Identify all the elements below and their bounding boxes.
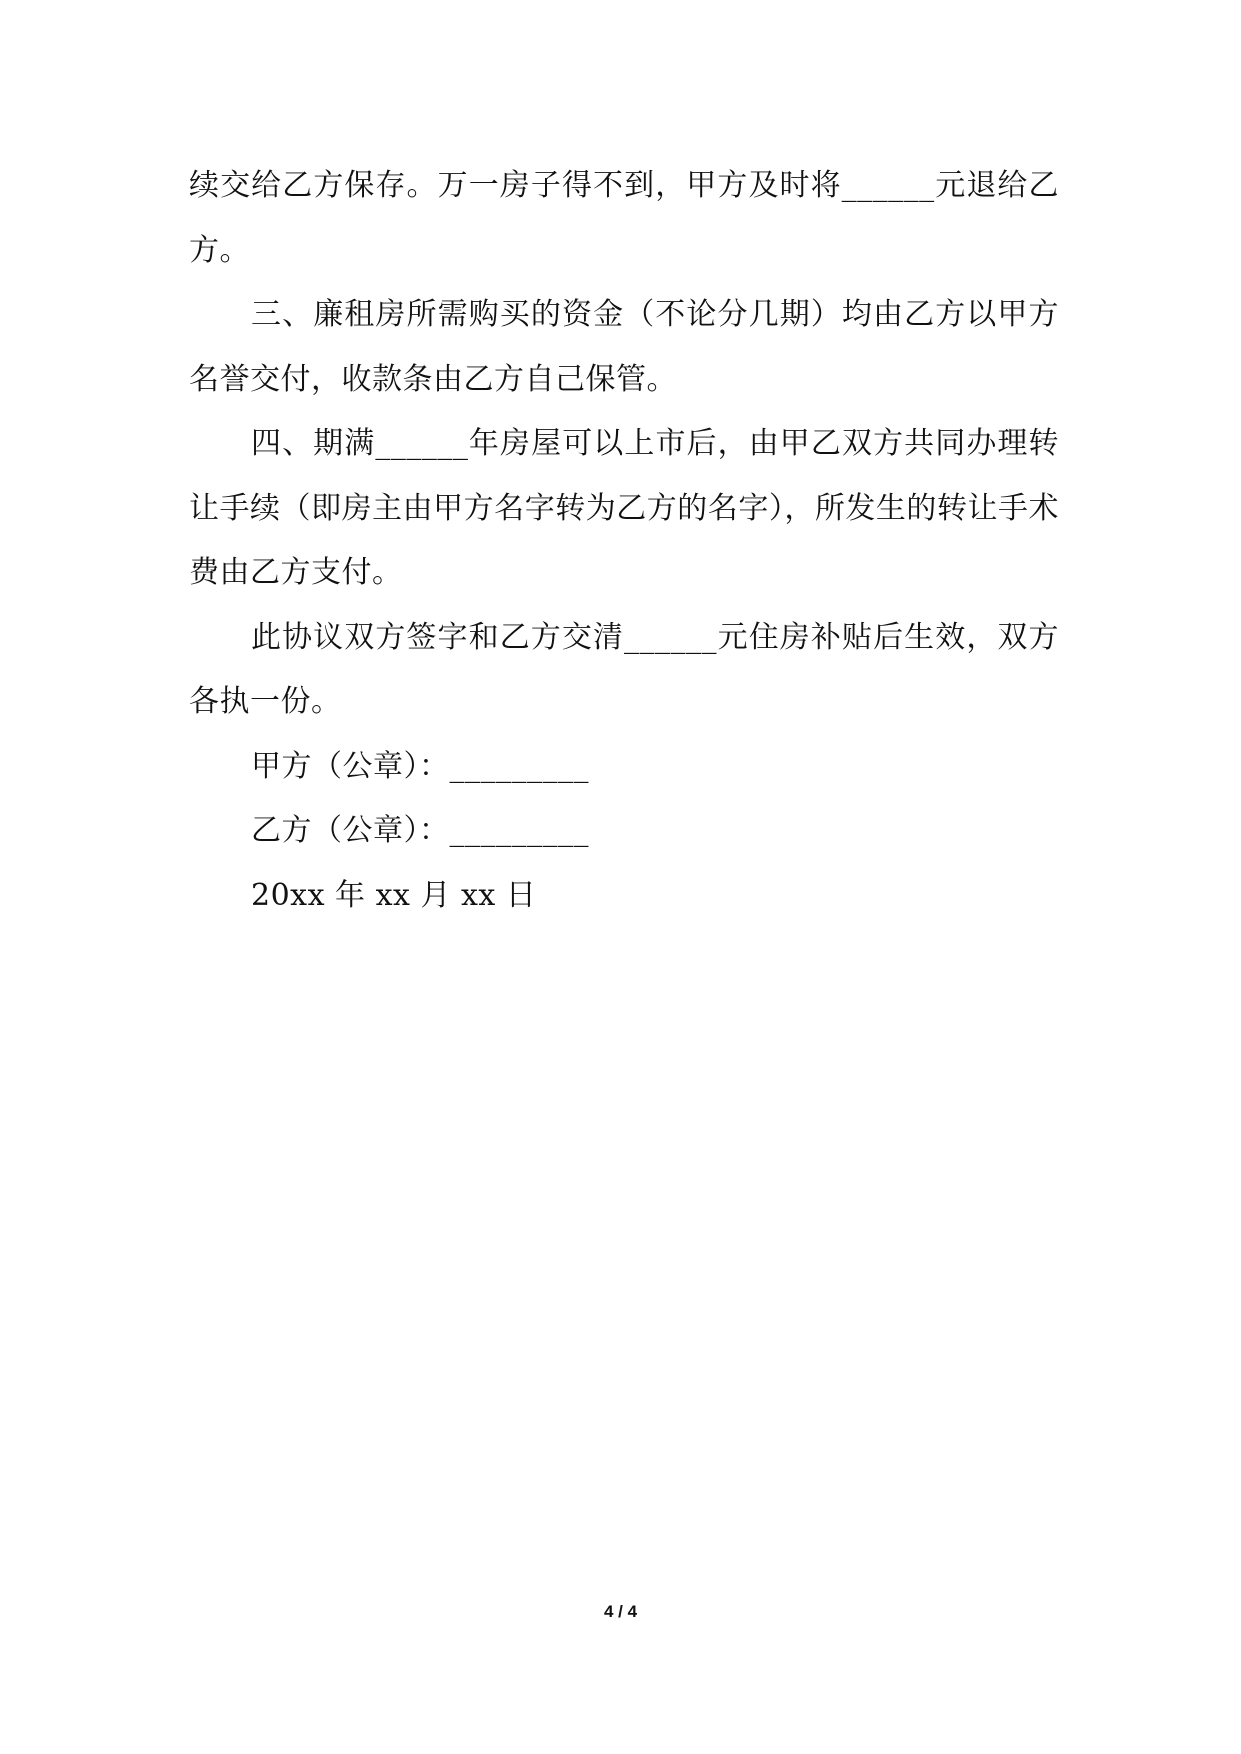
clause-four: 四、期满______年房屋可以上市后，由甲乙双方共同办理转让手续（即房主由甲方名字转为乙方的名字），所发生的转让手术费由乙方支付。 (189, 426, 1059, 590)
party-b-signature: 乙方（公章）：_________ (251, 813, 589, 848)
document-body (189, 154, 1059, 928)
page-number: 4 / 4 (603, 1602, 638, 1621)
paragraph-continuation: 续交给乙方保存。万一房子得不到，甲方及时将______元退给乙方。 (189, 168, 1059, 268)
party-a-signature: 甲方（公章）：_________ (251, 748, 589, 784)
signing-date: 20xx 年 xx 月 xx 日 (251, 877, 537, 913)
effective-clause: 此协议双方签字和乙方交清______元住房补贴后生效，双方各执一份。 (189, 619, 1059, 719)
clause-three: 三、廉租房所需购买的资金（不论分几期）均由乙方以甲方名誉交付，收款条由乙方自己保管。 (189, 297, 1059, 397)
